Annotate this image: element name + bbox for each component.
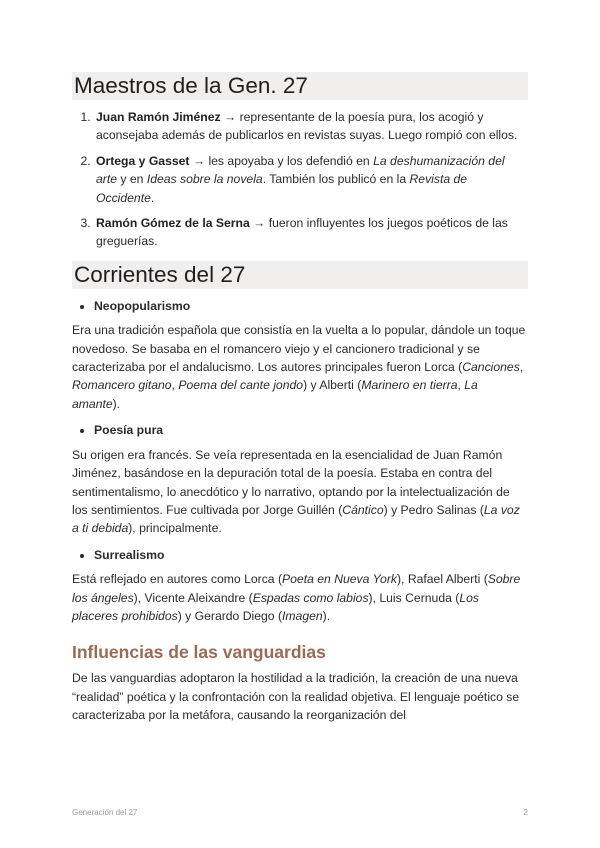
italic-title: Canciones xyxy=(462,360,520,375)
text-run: ) y Pedro Salinas ( xyxy=(383,502,484,517)
italic-title: Romancero gitano xyxy=(72,378,172,393)
corriente-heading: • Neopopularismo xyxy=(94,297,528,315)
text-run: , xyxy=(519,360,524,375)
text-run: , xyxy=(457,378,465,393)
text-run: → les apoyaba y los defendió en xyxy=(189,153,374,168)
text-run: Era una tradición española que consistía en la vuelta a lo popular, dándole un toque novedoso. Se basaba en el romancero viejo y el cancionero tradicional y se caracterizaba por el andalucismo. Los autores principales fueron Lorca ( xyxy=(72,323,526,375)
maestros-list xyxy=(72,108,528,251)
maestro-name: Ortega y Gasset xyxy=(96,153,190,168)
influencias-paragraph: De las vanguardias adoptaron la hostilidad a la tradición, la creación de una nueva “realidad” poética y la confrontación con la realidad objetiva. El lenguaje poético se caracterizaba por la metáfora, causando la reorganización del xyxy=(72,671,520,723)
text-run: ). xyxy=(322,608,331,623)
italic-title: La deshumanización del arte xyxy=(96,153,505,187)
section-title-influencias: Influencias de las vanguardias xyxy=(72,642,326,663)
corriente-bullet-list xyxy=(72,297,528,315)
text-run: , xyxy=(171,378,179,393)
corriente-paragraph xyxy=(72,321,528,413)
italic-title: Ideas sobre la novela xyxy=(146,172,263,187)
text-run: ), Rafael Alberti ( xyxy=(396,572,488,587)
italic-title: Espadas como labios xyxy=(252,590,369,605)
corrientes-content xyxy=(72,297,528,626)
text-run: ) y Gerardo Diego ( xyxy=(177,608,283,623)
italic-title: La voz a ti debida xyxy=(72,502,520,536)
italic-title: Marinero en tierra xyxy=(361,378,458,393)
italic-title: La amante xyxy=(72,378,478,411)
text-run: ), Luis Cernuda ( xyxy=(368,590,460,605)
text-run: ) y Alberti ( xyxy=(303,378,362,393)
corriente-heading: • Poesía pura xyxy=(94,421,528,439)
maestro-item xyxy=(94,152,528,207)
maestro-item xyxy=(94,108,528,145)
text-run: ), Vicente Aleixandre ( xyxy=(133,590,253,605)
page-number: 2 xyxy=(523,808,528,817)
italic-title: Revista de Occidente xyxy=(96,172,468,205)
text-run: . xyxy=(150,190,155,205)
text-run: → fueron influyentes los juegos poéticos de las greguerías. xyxy=(96,216,508,249)
italic-title: Sobre los ángeles xyxy=(72,572,521,605)
italic-title: Imagen xyxy=(282,608,323,623)
maestro-item xyxy=(94,214,528,251)
footer-title: Generación del 27 xyxy=(72,808,138,817)
section-title-corrientes: Corrientes del 27 xyxy=(72,261,528,289)
italic-title: Poema del cante jondo xyxy=(178,378,304,393)
maestro-name: Ramón Gómez de la Serna xyxy=(96,216,250,231)
corriente-bullet-list xyxy=(72,546,528,564)
document-page xyxy=(72,72,528,733)
corriente-paragraph xyxy=(72,570,528,625)
text-run: ). xyxy=(112,396,121,411)
italic-title: Cántico xyxy=(342,502,384,517)
text-run: . También los publicó en la xyxy=(262,172,410,187)
maestro-name: Juan Ramón Jiménez xyxy=(96,110,221,124)
section-title-maestros: Maestros de la Gen. 27 xyxy=(72,72,528,100)
italic-title: Los placeres prohibidos xyxy=(72,590,479,623)
corriente-heading: • Surrealismo xyxy=(94,546,528,564)
text-run: Su origen era francés. Se veía representada en la esencialidad de Juan Ramón Jiménez, basándose en la depuración total de la poesía. Estaba en contra del sentimentalismo, lo anecdótico y lo narrativo, optando por la intelectualización de los sentimientos. Fue cultivada por Jorge Guillén ( xyxy=(72,447,510,517)
corriente-bullet-list xyxy=(72,421,528,439)
text-run: Está reflejado en autores como Lorca ( xyxy=(72,572,283,587)
text-run: ), principalmente. xyxy=(128,521,222,536)
page-footer xyxy=(72,808,528,817)
corriente-paragraph xyxy=(72,446,528,538)
italic-title: Poeta en Nueva York xyxy=(282,572,397,587)
text-run: y en xyxy=(117,172,147,187)
text-run: → representante de la poesía pura, los acogió y aconsejaba además de publicarlos en revistas suyas. Luego rompió con ellos. xyxy=(96,110,518,143)
